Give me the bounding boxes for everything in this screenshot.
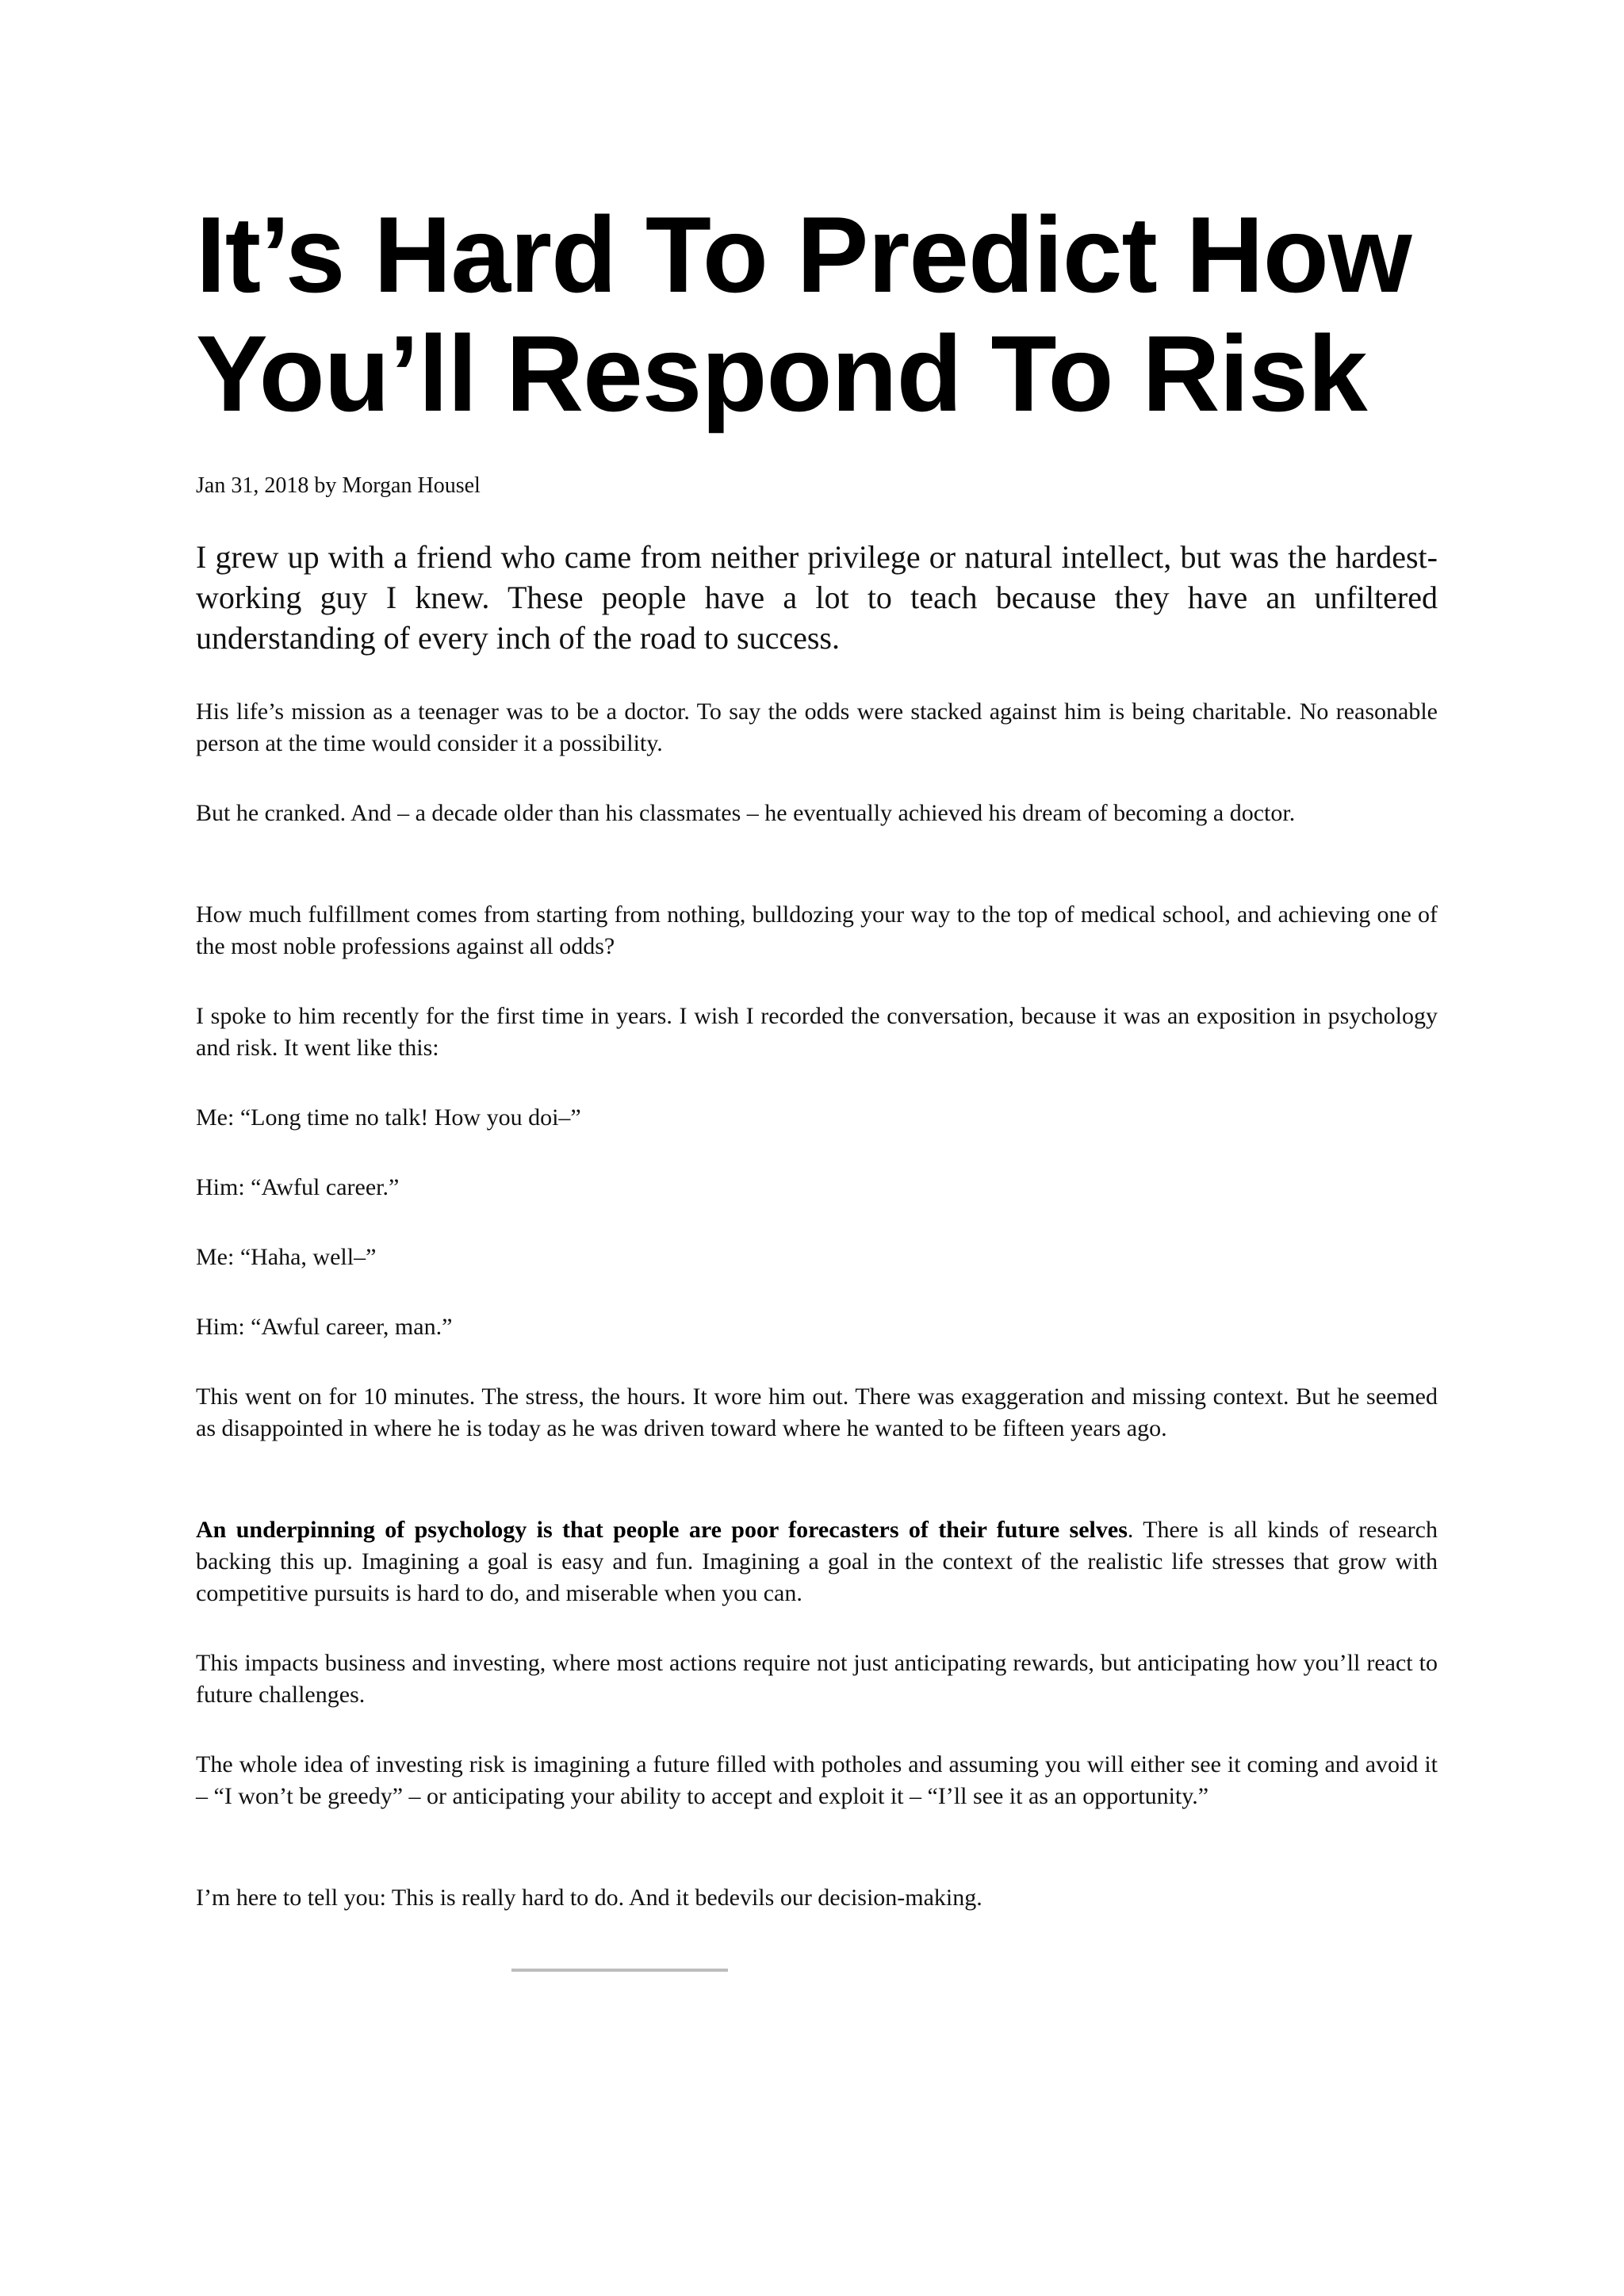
paragraph-3: How much fulfillment comes from starting from nothing, bulldozing your way to the top of medical school, and achieving one of the most noble professions against all odds? xyxy=(196,901,1438,959)
article-byline: Jan 31, 2018 by Morgan Housel xyxy=(196,473,481,498)
paragraph-8: The whole idea of investing risk is imagining a future filled with potholes and assuming you will either see it coming and avoid it – “I won’t be greedy” – or anticipating your ability to accept and exploit it – “I’ll see it as an opportunity.” xyxy=(196,1751,1438,1809)
paragraph-9: I’m here to tell you: This is really hard to do. And it bedevils our decision-making. xyxy=(196,1885,982,1911)
dialogue-line-2: Him: “Awful career.” xyxy=(196,1174,400,1200)
article-title-line-1: It’s Hard To Predict How xyxy=(196,194,1411,315)
paragraph-1: His life’s mission as a teenager was to be a doctor. To say the odds were stacked against him is being charitable. No reasonable person at the time would consider it a possibility. xyxy=(196,698,1438,756)
lead-paragraph: I grew up with a friend who came from neither privilege or natural intellect, but was the hardest-working guy I knew. These people have a lot to teach because they have an unfiltered understanding of every inch of the road to success. xyxy=(196,539,1438,656)
dialogue-line-4: Him: “Awful career, man.” xyxy=(196,1314,453,1340)
paragraph-4: I spoke to him recently for the first time in years. I wish I recorded the conversation, because it was an exposition in psychology and risk. It went like this: xyxy=(196,1003,1438,1061)
paragraph-6 xyxy=(196,1514,1438,1609)
dialogue-line-3: Me: “Haha, well–” xyxy=(196,1244,377,1270)
section-divider xyxy=(511,1969,728,1972)
paragraph-2: But he cranked. And – a decade older than his classmates – he eventually achieved his dream of becoming a doctor. xyxy=(196,800,1296,826)
paragraph-6-rest: . There is all kinds of research backing this up. Imagining a goal is easy and fun. Imagining a goal in the context of the realistic life stresses that grow with competitive pursuits is hard to do, and miserable when you can. xyxy=(196,1517,1438,1606)
paragraph-7: This impacts business and investing, where most actions require not just anticipating rewards, but anticipating how you’ll react to future challenges. xyxy=(196,1650,1438,1708)
paragraph-5: This went on for 10 minutes. The stress, the hours. It wore him out. There was exaggeration and missing context. But he seemed as disappointed in where he is today as he was driven toward where he wanted to be fifteen years ago. xyxy=(196,1383,1438,1441)
paragraph-6-bold: An underpinning of psychology is that people are poor forecasters of their future selves xyxy=(196,1517,1128,1543)
dialogue-line-1: Me: “Long time no talk! How you doi–” xyxy=(196,1104,581,1131)
article-title-line-2: You’ll Respond To Risk xyxy=(196,313,1367,434)
article-title xyxy=(196,195,1438,433)
